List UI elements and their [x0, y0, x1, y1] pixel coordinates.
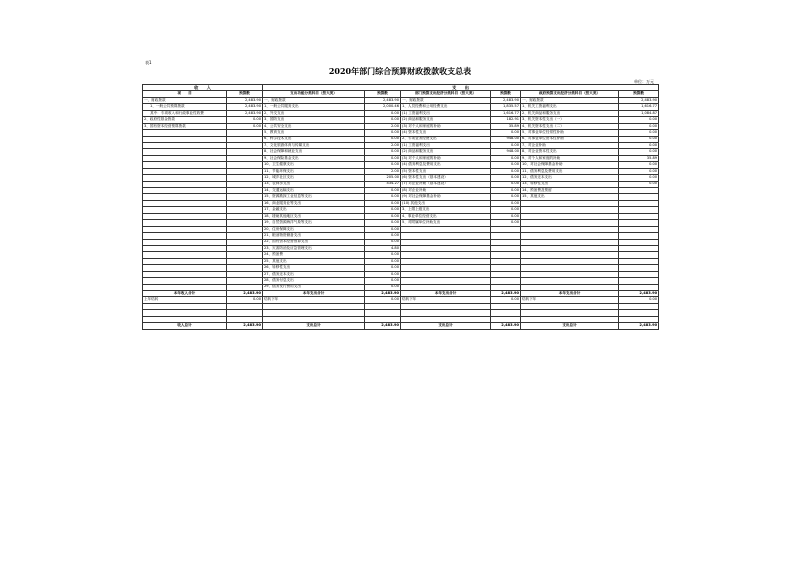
item-cell: 7、对企业补助	[521, 142, 619, 148]
item-cell: 11、债务利息及费用支出	[521, 168, 619, 174]
col-header-budget: 预算数	[491, 91, 521, 97]
item-cell: 支出总计	[401, 323, 491, 329]
item-cell: 本年支出合计	[521, 291, 619, 297]
item-cell: 10、卫生健康支出	[263, 162, 365, 168]
item-cell: 28、债务付息支出	[263, 278, 365, 284]
item-cell: 支出总计	[263, 323, 365, 329]
item-cell: (1) 工资福利支出	[401, 110, 491, 116]
item-cell: (7) 对企业补助（基本建设）	[401, 181, 491, 187]
item-cell: 3、机关资本性支出（一）	[521, 117, 619, 123]
budget-cell: 0.00	[365, 226, 401, 232]
budget-cell: 0.00	[491, 220, 521, 226]
item-cell: 本年收入合计	[143, 291, 227, 297]
budget-cell: 35.89	[619, 155, 659, 161]
budget-cell: 205.00	[365, 175, 401, 181]
item-cell: (9) 对社会保障基金补助	[401, 194, 491, 200]
item-cell: 收入总计	[143, 323, 227, 329]
item-cell: 14、预备费及预留	[521, 188, 619, 194]
unit-label: 单位：万元	[634, 79, 654, 84]
item-cell: 本年支出合计	[263, 291, 365, 297]
budget-cell: 0.00	[491, 162, 521, 168]
budget-cell: 1,616.77	[619, 104, 659, 110]
budget-cell: 2,483.90	[227, 97, 263, 103]
budget-cell: 2.00	[365, 168, 401, 174]
budget-cell: 0.00	[365, 258, 401, 264]
budget-cell: 2,000.46	[365, 104, 401, 110]
item-cell: 3、国防支出	[263, 117, 365, 123]
item-cell: (10) 其他支出	[401, 200, 491, 206]
page-title: 2020年部门综合预算财政拨款收支总表	[328, 66, 472, 76]
expense-group-header: 支 出	[263, 85, 659, 91]
item-cell: 7、文化旅游体育与传媒支出	[263, 142, 365, 148]
item-cell: 一、财政拨款	[143, 97, 227, 103]
item-cell: 1、机关工资福利支出	[521, 104, 619, 110]
budget-cell: 0.00	[227, 297, 263, 303]
budget-cell: 0.00	[365, 149, 401, 155]
budget-cell: 0.00	[365, 162, 401, 168]
budget-cell: 0.00	[365, 284, 401, 290]
item-cell: 2、外交支出	[263, 110, 365, 116]
item-cell: 27、债务还本支出	[263, 271, 365, 277]
budget-cell: 1,835.57	[491, 104, 521, 110]
budget-cell: 2,483.90	[619, 97, 659, 103]
item-cell: 4、机关资本性支出（二）	[521, 123, 619, 129]
item-cell: 1、人员经费和公用经费支出	[401, 104, 491, 110]
item-cell: 14、交通运输支出	[263, 188, 365, 194]
budget-cell: 0.00	[227, 123, 263, 129]
item-cell: 23、灾害防治及应急管理支出	[263, 245, 365, 251]
budget-cell: 2.00	[365, 142, 401, 148]
budget-cell: 0.00	[491, 188, 521, 194]
budget-cell: 0.00	[491, 200, 521, 206]
budget-cell: 0.00	[491, 181, 521, 187]
item-cell: 6、对事业单位资本性补助	[521, 136, 619, 142]
item-cell: 2、机关商品和服务支出	[521, 110, 619, 116]
budget-cell: 0.00	[491, 297, 521, 303]
item-cell: 20、住房保障支出	[263, 226, 365, 232]
budget-cell: 0.00	[619, 123, 659, 129]
budget-cell: 0.00	[365, 200, 401, 206]
col-header-budget: 预算数	[365, 91, 401, 97]
item-cell: (1) 工资福利支出	[401, 142, 491, 148]
budget-cell: 0.00	[619, 142, 659, 148]
budget-cell: 182.91	[491, 117, 521, 123]
budget-cell: 2,483.90	[491, 323, 521, 329]
budget-cell: 1,616.77	[491, 110, 521, 116]
budget-cell: 0.00	[227, 117, 263, 123]
budget-cell: 2,483.90	[227, 110, 263, 116]
budget-cell: 0.00	[491, 213, 521, 219]
item-cell: 结转下年	[521, 297, 619, 303]
item-cell: (6) 资本性支出（基本建设）	[401, 175, 491, 181]
budget-cell: 0.00	[619, 175, 659, 181]
budget-cell: 0.00	[491, 168, 521, 174]
budget-cell: 2,483.90	[365, 97, 401, 103]
budget-cell: 0.00	[365, 233, 401, 239]
item-cell: 上年结转	[143, 297, 227, 303]
item-cell: 21、粮油物资储备支出	[263, 233, 365, 239]
item-cell: 支出总计	[521, 323, 619, 329]
item-cell: 1、一般公共服务支出	[263, 104, 365, 110]
item-cell: 结转下年	[263, 297, 365, 303]
item-cell: 15、其他支出	[521, 194, 619, 200]
item-cell: 10、对社会保障基金补助	[521, 162, 619, 168]
budget-cell: 434.27	[365, 181, 401, 187]
item-cell: 一、财政拨款	[401, 97, 491, 103]
budget-cell: 948.00	[491, 136, 521, 142]
item-cell: 15、资源勘探工业信息等支出	[263, 194, 365, 200]
budget-cell: 0.00	[365, 110, 401, 116]
budget-cell: 0.00	[365, 136, 401, 142]
budget-cell: 0.00	[365, 188, 401, 194]
grand-total-row	[143, 323, 659, 329]
item-cell: 1、一般公共预算拨款	[143, 104, 227, 110]
budget-cell: 0.00	[365, 265, 401, 271]
budget-cell: 0.00	[491, 207, 521, 213]
item-cell: 19、自然资源海洋气象等支出	[263, 220, 365, 226]
budget-cell: 0.00	[365, 271, 401, 277]
col-header-gov-econ: 政府预算支出经济分类科目（按大类）	[521, 91, 619, 97]
item-cell: (5) 资本性支出	[401, 168, 491, 174]
item-cell: (8) 对企业补助	[401, 188, 491, 194]
budget-cell: 0.00	[365, 252, 401, 258]
item-cell: (3) 对个人和家庭的补助	[401, 123, 491, 129]
budget-cell: 4.80	[365, 245, 401, 251]
col-header-budget: 预算数	[619, 91, 659, 97]
col-header-func: 支出功能分类科目（按大类）	[263, 91, 365, 97]
item-cell: 13、转移性支出	[521, 181, 619, 187]
item-cell: 其中：专项收入和行政事业性收费	[143, 110, 227, 116]
item-cell: 12、债务还本支出	[521, 175, 619, 181]
budget-cell: 0.00	[619, 149, 659, 155]
item-cell: 8、对企业资本性支出	[521, 149, 619, 155]
item-cell: 9、社会保险基金支出	[263, 155, 365, 161]
item-cell: (2) 商品和服务支出	[401, 117, 491, 123]
item-cell: 结转下年	[401, 297, 491, 303]
item-cell: 3、上缴上级支出	[401, 207, 491, 213]
budget-cell: 0.00	[619, 162, 659, 168]
item-cell: 5、对附属单位补助支出	[401, 220, 491, 226]
budget-cell: 0.00	[619, 181, 659, 187]
item-cell: 11、节能环保支出	[263, 168, 365, 174]
budget-cell: 948.00	[491, 149, 521, 155]
col-header-item: 项 目	[143, 91, 227, 97]
item-cell: 18、援助其他地区支出	[263, 213, 365, 219]
budget-cell: 2,483.90	[227, 323, 263, 329]
budget-cell: 0.00	[365, 239, 401, 245]
budget-cell: 0.00	[619, 297, 659, 303]
budget-cell: 0.00	[491, 155, 521, 161]
budget-cell: 0.00	[365, 297, 401, 303]
budget-cell: 0.00	[491, 175, 521, 181]
item-cell: 5、对事业单位经常性补助	[521, 130, 619, 136]
budget-cell: 0.00	[619, 168, 659, 174]
budget-cell: 0.00	[365, 117, 401, 123]
budget-summary-table	[142, 84, 659, 330]
budget-cell: 0.00	[491, 194, 521, 200]
item-cell: 25、其他支出	[263, 258, 365, 264]
item-cell: (2) 商品和服务支出	[401, 149, 491, 155]
income-group-header: 收 入	[143, 85, 263, 91]
budget-cell: 2,483.90	[619, 291, 659, 297]
budget-cell: 2,483.90	[365, 323, 401, 329]
budget-cell: 0.00	[619, 136, 659, 142]
item-cell: 2、政府性基金拨款	[143, 117, 227, 123]
budget-cell: 0.00	[619, 117, 659, 123]
budget-cell: 2,483.90	[227, 104, 263, 110]
budget-cell: 0.00	[365, 155, 401, 161]
budget-cell: 0.00	[491, 142, 521, 148]
budget-cell: 2,483.90	[491, 97, 521, 103]
item-cell: 8、社会保障和就业支出	[263, 149, 365, 155]
item-cell: 3、国有资本经营预算拨款	[143, 123, 227, 129]
item-cell: 一、财政拨款	[263, 97, 365, 103]
budget-cell: 2,483.90	[619, 323, 659, 329]
item-cell: 4、事业单位经营支出	[401, 213, 491, 219]
budget-cell: 2,483.90	[227, 291, 263, 297]
item-cell: 24、预备费	[263, 252, 365, 258]
item-cell: 本年支出合计	[401, 291, 491, 297]
col-header-budget: 预算数	[227, 91, 263, 97]
item-cell: 16、商业服务业等支出	[263, 200, 365, 206]
item-cell: 9、对个人和家庭的补助	[521, 155, 619, 161]
budget-cell: 2.00	[365, 123, 401, 129]
item-cell: 22、国有资本经营预算支出	[263, 239, 365, 245]
budget-cell: 1,084.87	[619, 110, 659, 116]
item-cell: 4、公共安全支出	[263, 123, 365, 129]
item-cell: 26、转移性支出	[263, 265, 365, 271]
budget-cell: 35.89	[491, 123, 521, 129]
budget-cell: 0.00	[619, 130, 659, 136]
item-cell: 29、债务发行费用支出	[263, 284, 365, 290]
budget-cell: 2,483.90	[365, 291, 401, 297]
budget-cell: 2,483.90	[491, 291, 521, 297]
table-note: 表1	[145, 60, 152, 65]
col-header-dept-econ: 部门预算支出经济分类科目（按大类）	[401, 91, 491, 97]
item-cell: 17、金融支出	[263, 207, 365, 213]
item-cell: 一、财政拨款	[521, 97, 619, 103]
item-cell: 13、农林水支出	[263, 181, 365, 187]
budget-cell: 0.00	[365, 207, 401, 213]
item-cell: (4) 资本性支出	[401, 130, 491, 136]
item-cell: (3) 对个人和家庭的补助	[401, 155, 491, 161]
item-cell: 2、专项业务经费支出	[401, 136, 491, 142]
item-cell: 12、城乡社区支出	[263, 175, 365, 181]
budget-cell: 0.00	[365, 220, 401, 226]
item-cell: (4) 债务利息及费用支出	[401, 162, 491, 168]
budget-cell: 0.00	[365, 278, 401, 284]
budget-cell: 0.00	[365, 194, 401, 200]
budget-cell: 0.00	[365, 130, 401, 136]
budget-cell: 0.00	[491, 130, 521, 136]
item-cell: 5、教育支出	[263, 130, 365, 136]
item-cell: 6、科学技术支出	[263, 136, 365, 142]
budget-cell: 0.00	[365, 213, 401, 219]
